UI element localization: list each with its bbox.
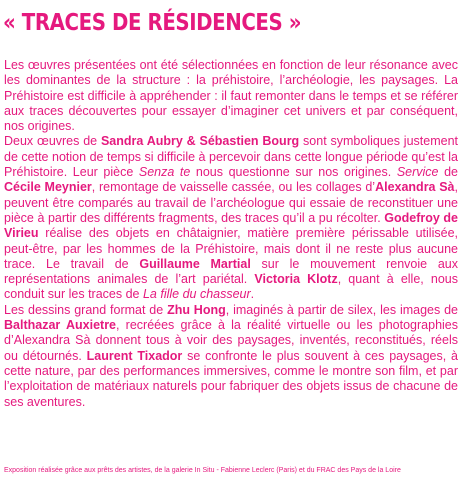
- artist-name: Cécile Meynier: [4, 180, 92, 195]
- artist-name: Guillaume Martial: [139, 256, 251, 271]
- text-run: de: [438, 165, 458, 180]
- artist-name: Sandra Aubry & Sébastien Bourg: [100, 134, 300, 149]
- text-run: sont symboliques justement de cette notion de temps si difficile à percevoir dans cette longue période qu’est la Préhistoire. Leur pièce: [4, 134, 459, 180]
- text-run: , peuvent être comparés au travail de l’archéologue qui essaie de reconstituer une pièce à partir des différents fragments, des traces qu’il a pu récolter.: [4, 180, 458, 225]
- artist-name: Balthazar Auxietre: [4, 318, 117, 333]
- body-text: [4, 58, 458, 410]
- artwork-title: La fille du chasseur: [142, 287, 251, 302]
- text-run: , imaginés à partir de silex, les images de: [225, 302, 458, 317]
- credits-footer: Exposition réalisée grâce aux prêts des artistes, de la galerie In Situ - Fabienne Leclerc (Paris) et du FRAC des Pays de la Loire: [4, 467, 401, 474]
- text-run: nous questionne sur nos origines.: [190, 165, 397, 180]
- artist-name: Laurent Tixador: [86, 348, 183, 363]
- text-run: sur le mouvement renvoie aux représentations animales de l’art pariétal.: [4, 256, 458, 287]
- artwork-title: Service: [396, 165, 439, 180]
- text-run: , remontage de vaisselle cassée, ou les collages d’: [91, 180, 376, 195]
- text-run: se confronte le plus souvent à ces paysages, à cette nature, par des performances immersives, comme le montre son film, et par l’exploitation de matériaux naturels pour fabriquer des objets issus de chacune de ses aventures.: [4, 348, 458, 409]
- text-run: réalise des objets en châtaignier, matière première périssable utilisée, peut-être, par les hommes de la Préhistoire, mais dont il ne reste plus aucune trace. Le travail de: [4, 226, 458, 271]
- paragraph: [4, 134, 458, 302]
- artist-name: Zhu Hong: [167, 302, 226, 317]
- text-run: , recréées grâce à la réalité virtuelle ou les photographies d’Alexandra Sà donnent tous à voir des paysages, inventés, reconstitués, réels ou détournés.: [4, 318, 458, 363]
- artwork-title: Senza te: [138, 165, 191, 180]
- text-run: Deux œuvres de: [4, 134, 101, 149]
- paragraph: [4, 58, 458, 134]
- artist-name: Godefroy de Virieu: [4, 210, 458, 241]
- page-title: « TRACES DE RÉSIDENCES »: [3, 10, 302, 36]
- text-run: .: [250, 287, 255, 302]
- text-run: Les œuvres présentées ont été sélectionnées en fonction de leur résonance avec les dominantes de la structure : la préhistoire, l’archéologie, les paysages. La Préhistoire est difficile à appréhender : il faut remonter dans le temps et se référer aux traces découvertes pour essayer d’imaginer cet univers et par conséquent, nos origines.: [4, 58, 458, 134]
- text-run: , quant à elle, nous conduit sur les traces de: [4, 272, 458, 302]
- paragraph: [4, 303, 458, 410]
- text-run: Les dessins grand format de: [4, 302, 168, 317]
- artist-name: Victoria Klotz: [254, 272, 338, 287]
- artist-name: Alexandra Sà: [375, 180, 455, 195]
